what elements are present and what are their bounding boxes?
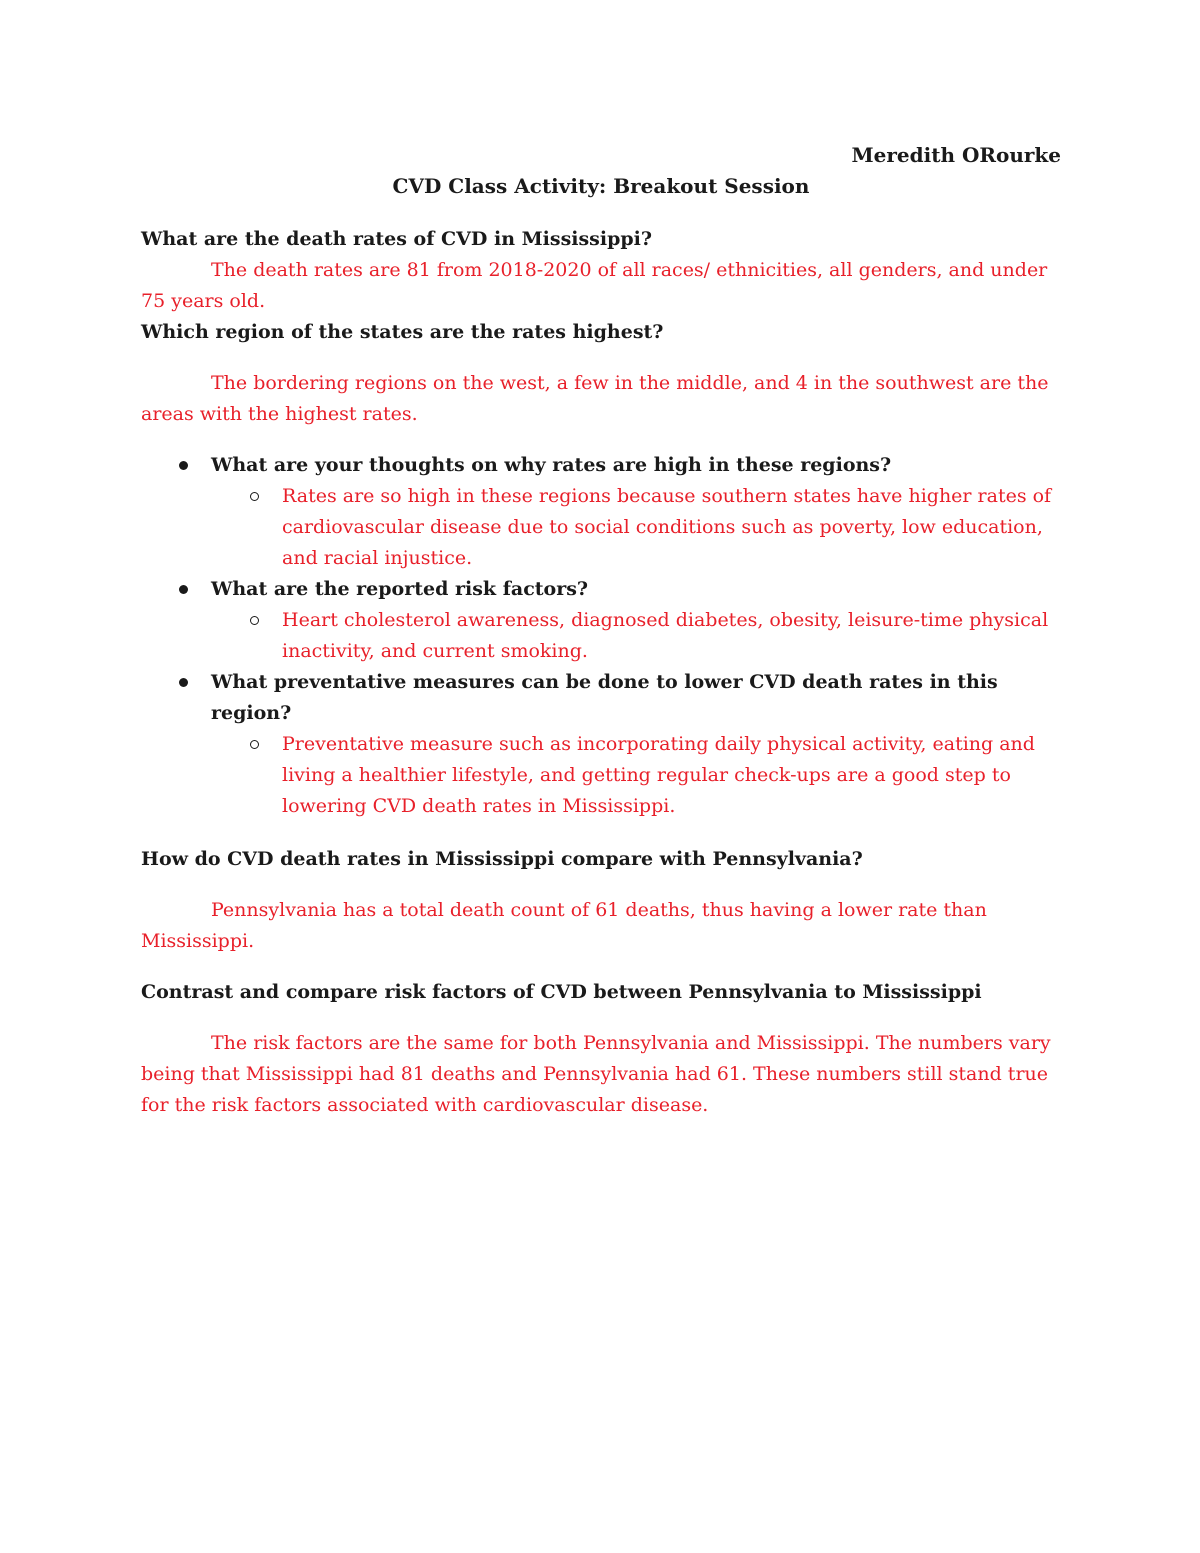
document-page: [141, 140, 1061, 1121]
bullet-answer: Heart cholesterol awareness, diagnosed diabetes, obesity, leisure-time physical inactivity, and current smoking.: [282, 609, 1049, 662]
circle-bullet-icon: [250, 740, 259, 749]
answer-highest-region: The bordering regions on the west, a few in the middle, and 4 in the southwest are the areas with the highest rates.: [141, 372, 1049, 425]
answer-compare-rates: Pennsylvania has a total death count of 61 deaths, thus having a lower rate than Mississippi.: [141, 899, 987, 952]
bullet-answer: Rates are so high in these regions because southern states have higher rates of cardiovascular disease due to social conditions such as poverty, low education, and racial injustice.: [282, 485, 1052, 569]
bullet-icon: [179, 678, 188, 687]
circle-bullet-icon: [250, 616, 259, 625]
list-item: [141, 667, 1061, 822]
bullet-list: [141, 450, 1061, 822]
bullet-question: What are the reported risk factors?: [211, 578, 589, 600]
question-risk-factors-compare: Contrast and compare risk factors of CVD between Pennsylvania to Mississippi: [141, 981, 982, 1003]
question-highest-region: Which region of the states are the rates highest?: [141, 321, 664, 343]
list-item: [141, 450, 1061, 574]
answer-risk-factors-compare: The risk factors are the same for both Pennsylvania and Mississippi. The numbers vary being that Mississippi had 81 deaths and Pennsylvania had 61. These numbers still stand true for the risk factors associated with cardiovascular disease.: [141, 1032, 1051, 1116]
question-compare-rates: How do CVD death rates in Mississippi compare with Pennsylvania?: [141, 848, 863, 870]
author-name: Meredith ORourke: [851, 143, 1061, 167]
sub-list-item: [211, 481, 1061, 574]
answer-death-rates: The death rates are 81 from 2018-2020 of all races/ ethnicities, all genders, and under 75 years old.: [141, 259, 1048, 312]
bullet-question: What are your thoughts on why rates are high in these regions?: [211, 454, 892, 476]
document-title: CVD Class Activity: Breakout Session: [392, 174, 810, 198]
sub-list-item: [211, 729, 1061, 822]
circle-bullet-icon: [250, 492, 259, 501]
sub-list-item: [211, 605, 1061, 667]
question-death-rates: What are the death rates of CVD in Mississippi?: [141, 228, 653, 250]
bullet-icon: [179, 585, 188, 594]
bullet-question: What preventative measures can be done to lower CVD death rates in this region?: [211, 671, 998, 724]
bullet-answer: Preventative measure such as incorporating daily physical activity, eating and living a healthier lifestyle, and getting regular check-ups are a good step to lowering CVD death rates in Mississippi.: [282, 733, 1035, 817]
list-item: [141, 574, 1061, 667]
bullet-icon: [179, 461, 188, 470]
